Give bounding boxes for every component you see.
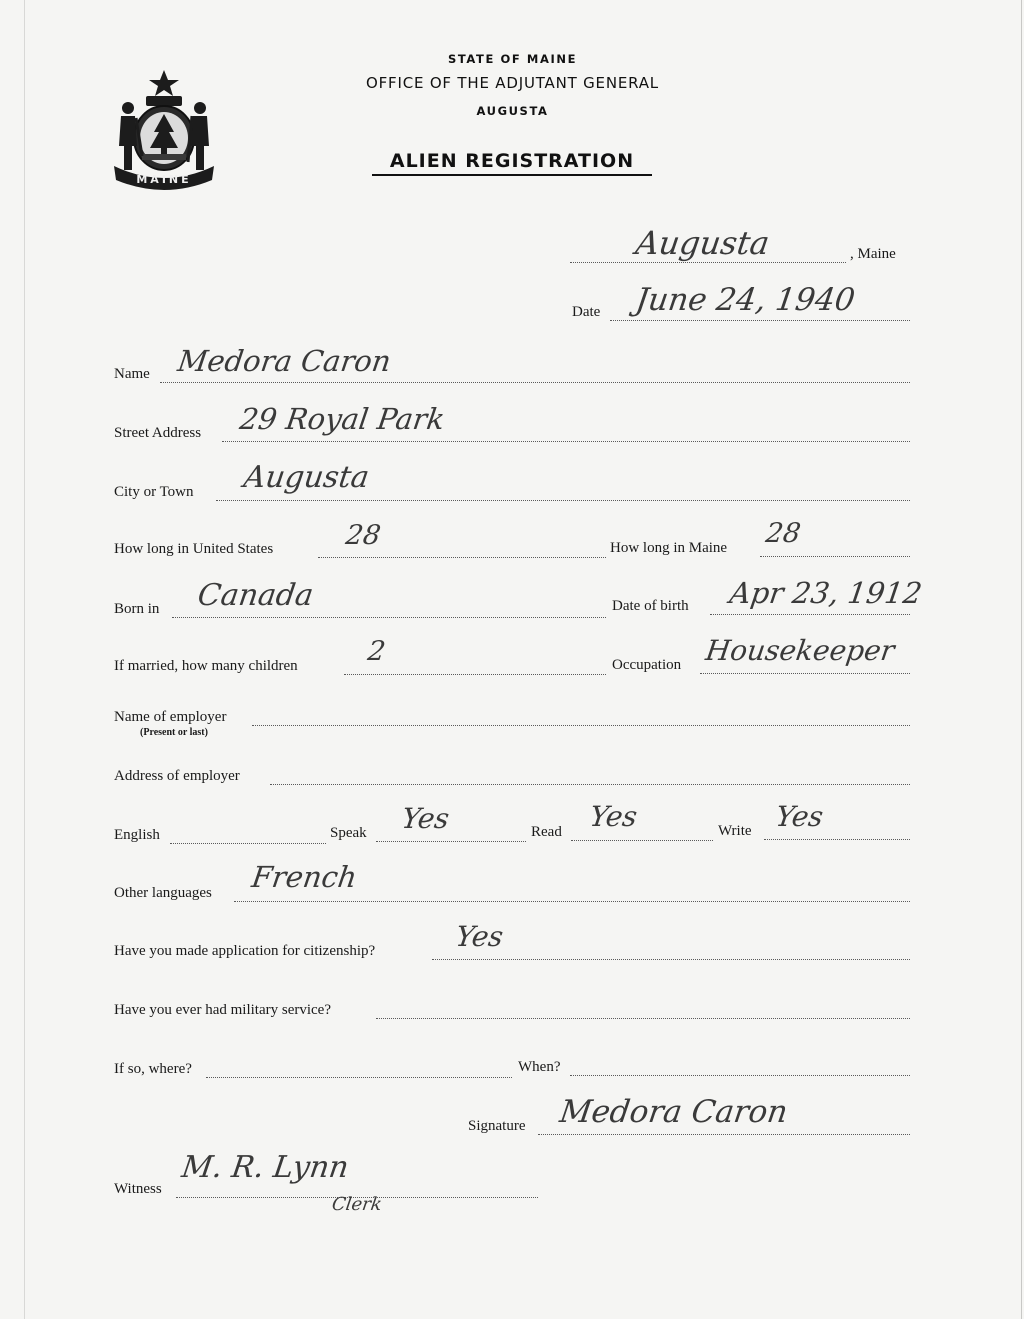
read-label: Read — [531, 824, 562, 840]
name-label: Name — [114, 366, 150, 382]
date-of-birth-label: Date of birth — [612, 598, 689, 614]
write-entry: Yes — [773, 800, 826, 833]
speak-label: Speak — [330, 825, 367, 841]
signature-line — [538, 1134, 910, 1135]
date-of-birth-line — [710, 614, 910, 615]
read-entry: Yes — [587, 800, 640, 833]
city-entry: Augusta — [241, 460, 372, 495]
years-us-line — [318, 557, 606, 558]
place-line — [570, 262, 846, 263]
employer-line — [252, 725, 910, 726]
years-maine-entry: 28 — [763, 518, 803, 549]
occupation-line — [700, 673, 910, 674]
place-suffix-label: , Maine — [850, 246, 896, 262]
date-entry: June 24, 1940 — [633, 282, 858, 318]
signature-entry: Medora Caron — [557, 1094, 790, 1130]
form-title: ALIEN REGISTRATION — [372, 150, 652, 176]
date-of-birth-entry: Apr 23, 1912 — [727, 576, 925, 610]
witness-entry: M. R. Lynn — [179, 1150, 351, 1185]
city-heading: AUGUSTA — [476, 104, 549, 118]
employer-address-label: Address of employer — [114, 768, 240, 784]
english-label: English — [114, 827, 160, 843]
other-languages-label: Other languages — [114, 885, 212, 901]
city-line — [216, 500, 910, 501]
citizenship-entry: Yes — [453, 920, 506, 953]
children-entry: 2 — [365, 636, 388, 667]
seal-word: MAINE — [136, 173, 192, 186]
page-edge-right — [1021, 0, 1022, 1319]
years-us-label: How long in United States — [114, 541, 274, 557]
maine-state-seal — [108, 66, 220, 190]
write-line — [764, 839, 910, 840]
page-edge-left — [24, 0, 25, 1319]
years-maine-line — [760, 556, 910, 557]
born-in-entry: Canada — [195, 578, 316, 613]
other-languages-line — [234, 901, 910, 902]
city-label: City or Town — [114, 484, 194, 500]
children-label: If married, how many children — [114, 658, 298, 674]
employer-address-line — [270, 784, 910, 785]
children-line — [344, 674, 606, 675]
street-line — [222, 441, 910, 442]
street-label: Street Address — [114, 425, 202, 441]
speak-line — [376, 841, 526, 842]
place-entry: Augusta — [633, 224, 772, 262]
date-line — [610, 320, 910, 321]
state-heading: STATE OF MAINE — [447, 52, 578, 66]
military-label: Have you ever had military service? — [114, 1002, 331, 1018]
born-in-label: Born in — [114, 601, 160, 617]
where-line — [206, 1077, 512, 1078]
occupation-entry: Housekeeper — [703, 634, 897, 667]
occupation-label: Occupation — [612, 657, 682, 673]
date-label: Date — [572, 304, 601, 320]
write-label: Write — [718, 823, 752, 839]
witness-title-entry: Clerk — [330, 1194, 384, 1215]
name-entry: Medora Caron — [175, 344, 394, 378]
employer-label: Name of employer — [114, 709, 227, 725]
other-languages-entry: French — [249, 860, 360, 894]
witness-label: Witness — [114, 1181, 162, 1197]
read-line — [571, 840, 713, 841]
military-line — [376, 1018, 910, 1019]
when-line — [570, 1075, 910, 1076]
years-us-entry: 28 — [343, 520, 383, 551]
citizenship-label: Have you made application for citizenship? — [114, 943, 376, 959]
born-in-line — [172, 617, 606, 618]
name-line — [160, 382, 910, 383]
signature-label: Signature — [468, 1118, 526, 1134]
speak-entry: Yes — [399, 802, 452, 835]
street-entry: 29 Royal Park — [237, 402, 447, 436]
employer-note: (Present or last) — [140, 727, 208, 738]
where-label: If so, where? — [114, 1061, 192, 1077]
citizenship-line — [432, 959, 910, 960]
years-maine-label: How long in Maine — [610, 540, 728, 556]
when-label: When? — [518, 1059, 561, 1075]
english-line — [170, 843, 326, 844]
office-heading: OFFICE OF THE ADJUTANT GENERAL — [366, 74, 659, 92]
